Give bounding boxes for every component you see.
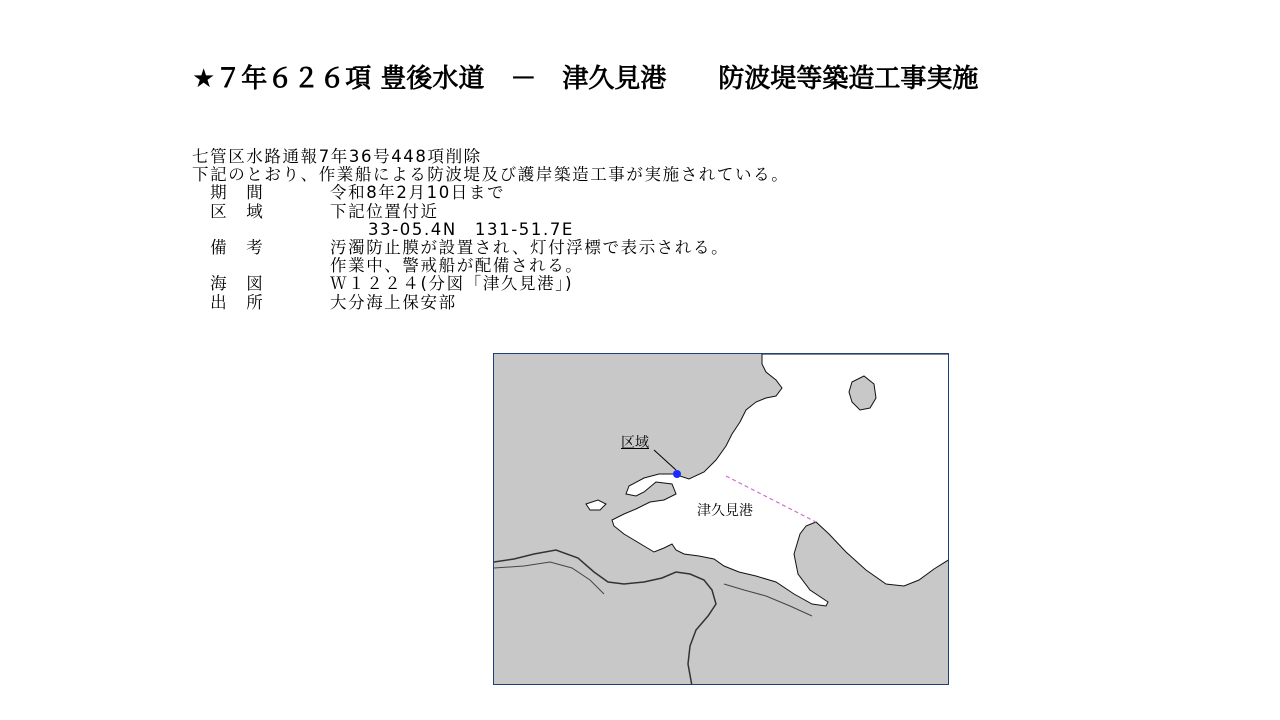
period-value: 令和8年2月10日まで bbox=[330, 183, 506, 203]
area-label: 区 域 bbox=[210, 201, 265, 221]
remarks-row bbox=[192, 239, 789, 257]
notice-body bbox=[192, 148, 789, 312]
leader-line bbox=[654, 450, 676, 470]
period-row bbox=[192, 184, 789, 202]
remarks-value-1: 汚濁防止膜が設置され、灯付浮標で表示される。 bbox=[330, 237, 730, 257]
period-label: 期 間 bbox=[210, 183, 265, 203]
location-map bbox=[493, 353, 949, 685]
notice-summary: 下記のとおり、作業船による防波堤及び護岸築造工事が実施されている。 bbox=[192, 165, 790, 185]
remarks-label: 備 考 bbox=[210, 237, 265, 257]
chart-row bbox=[192, 275, 789, 293]
sea-area bbox=[612, 354, 949, 606]
islet bbox=[586, 500, 606, 510]
notice-reference: 七管区水路通報7年36号448項削除 bbox=[192, 147, 482, 166]
chart-value: Ｗ１２２４(分図「津久見港」) bbox=[330, 274, 574, 294]
map-port-label: 津久見港 bbox=[697, 503, 753, 519]
remarks-value-2: 作業中、警戒船が配備される。 bbox=[330, 256, 584, 276]
chart-label: 海 図 bbox=[210, 274, 265, 294]
page-title: ★７年６２６項 豊後水道 － 津久見港 防波堤等築造工事実施 bbox=[192, 64, 979, 94]
area-coordinates: 33-05.4N 131-51.7E bbox=[368, 219, 574, 239]
source-row bbox=[192, 294, 789, 312]
river bbox=[494, 550, 716, 685]
work-area-marker bbox=[673, 470, 681, 478]
map-area-label: 区域 bbox=[621, 435, 649, 451]
source-label: 出 所 bbox=[210, 292, 265, 312]
source-value: 大分海上保安部 bbox=[330, 292, 457, 312]
area-value: 下記位置付近 bbox=[330, 201, 439, 221]
area-row bbox=[192, 203, 789, 221]
